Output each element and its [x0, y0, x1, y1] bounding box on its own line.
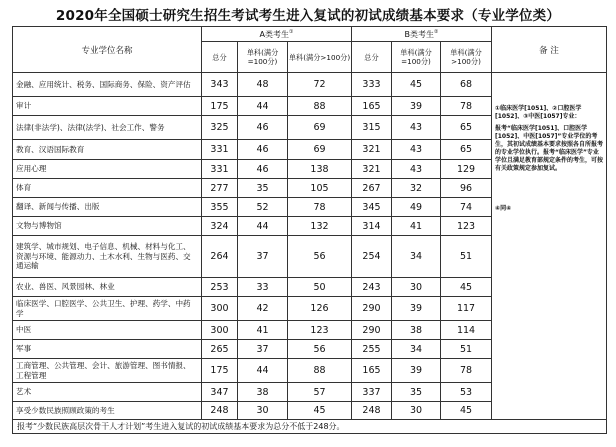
- remarks-cell: [492, 73, 607, 420]
- score-b-single-100: 30: [392, 278, 441, 297]
- score-a-total: 253: [202, 278, 238, 297]
- degree-name: 法律(非法学)、法律(法学)、社会工作、警务: [13, 116, 202, 140]
- score-a-total: 248: [202, 402, 238, 420]
- header-group-b: B类考生②: [352, 27, 492, 42]
- header-group-a: A类考生①: [202, 27, 352, 42]
- degree-name: 艺术: [13, 383, 202, 402]
- degree-name: 体育: [13, 179, 202, 198]
- score-a-single-gt100: 45: [288, 402, 352, 420]
- score-a-single-gt100: 57: [288, 383, 352, 402]
- score-a-single-100: 37: [238, 340, 288, 359]
- score-a-total: 175: [202, 97, 238, 116]
- score-a-single-100: 46: [238, 116, 288, 140]
- score-a-total: 265: [202, 340, 238, 359]
- score-b-total: 314: [352, 217, 392, 236]
- score-a-total: 300: [202, 321, 238, 340]
- footnote: 报考“少数民族高层次骨干人才计划”考生进入复试的初试成绩基本要求为总分不低于248分。: [13, 420, 607, 434]
- score-b-total: 321: [352, 160, 392, 179]
- score-a-single-gt100: 50: [288, 278, 352, 297]
- score-a-total: 331: [202, 160, 238, 179]
- header-b-single-100: 单科(满分=100分): [392, 42, 441, 73]
- score-b-single-100: 43: [392, 160, 441, 179]
- score-a-single-gt100: 132: [288, 217, 352, 236]
- score-b-total: 290: [352, 297, 392, 321]
- score-a-total: 324: [202, 217, 238, 236]
- score-b-single-gt100: 68: [441, 73, 492, 97]
- degree-name: 翻译、新闻与传播、出版: [13, 198, 202, 217]
- score-b-single-gt100: 53: [441, 383, 492, 402]
- score-a-single-100: 38: [238, 383, 288, 402]
- score-a-single-100: 41: [238, 321, 288, 340]
- score-a-total: 331: [202, 140, 238, 160]
- score-b-total: 333: [352, 73, 392, 97]
- score-a-single-100: 30: [238, 402, 288, 420]
- score-b-single-gt100: 114: [441, 321, 492, 340]
- score-b-single-gt100: 78: [441, 97, 492, 116]
- score-a-total: 264: [202, 236, 238, 278]
- page-title: 2020年全国硕士研究生招生考试考生进入复试的初试成绩基本要求（专业学位类）: [55, 8, 561, 24]
- remark-1: ①临床医学[1051]、②口腔医学[1052]、③中医[1057]专业：: [495, 105, 582, 120]
- degree-name: 工商管理、公共管理、会计、旅游管理、图书情报、工程管理: [13, 359, 202, 383]
- score-b-single-gt100: 65: [441, 116, 492, 140]
- score-b-single-100: 43: [392, 116, 441, 140]
- score-b-single-gt100: 117: [441, 297, 492, 321]
- score-b-total: 315: [352, 116, 392, 140]
- score-b-total: 337: [352, 383, 392, 402]
- table-body: [13, 73, 607, 420]
- score-a-total: 277: [202, 179, 238, 198]
- score-b-single-100: 34: [392, 340, 441, 359]
- degree-name: 建筑学、城市规划、电子信息、机械、材料与化工、资源与环境、能源动力、土木水利、生物与医药、交通运输: [13, 236, 202, 278]
- degree-name: 农业、兽医、风景园林、林业: [13, 278, 202, 297]
- score-b-total: 345: [352, 198, 392, 217]
- degree-name: 军事: [13, 340, 202, 359]
- score-b-single-100: 35: [392, 383, 441, 402]
- score-a-total: 355: [202, 198, 238, 217]
- header-a-single-100: 单科(满分=100分): [238, 42, 288, 73]
- score-a-single-gt100: 105: [288, 179, 352, 198]
- header-category: 专业学位名称: [13, 27, 202, 73]
- score-b-single-100: 41: [392, 217, 441, 236]
- score-a-single-gt100: 56: [288, 340, 352, 359]
- score-b-single-gt100: 45: [441, 402, 492, 420]
- score-a-single-100: 35: [238, 179, 288, 198]
- degree-name: 中医: [13, 321, 202, 340]
- score-b-total: 165: [352, 97, 392, 116]
- degree-name: 金融、应用统计、税务、国际商务、保险、资产评估: [13, 73, 202, 97]
- score-a-single-100: 48: [238, 73, 288, 97]
- score-b-total: 321: [352, 140, 392, 160]
- score-b-single-100: 39: [392, 297, 441, 321]
- score-b-single-gt100: 96: [441, 179, 492, 198]
- score-b-single-100: 38: [392, 321, 441, 340]
- score-b-single-gt100: 74: [441, 198, 492, 217]
- degree-name: 审计: [13, 97, 202, 116]
- score-b-single-gt100: 51: [441, 340, 492, 359]
- table-row: [13, 73, 607, 97]
- score-b-single-gt100: 123: [441, 217, 492, 236]
- header-remarks: 备 注: [492, 27, 607, 73]
- score-b-single-gt100: 78: [441, 359, 492, 383]
- score-a-single-100: 44: [238, 217, 288, 236]
- score-a-single-gt100: 69: [288, 140, 352, 160]
- score-b-single-100: 43: [392, 140, 441, 160]
- score-a-single-gt100: 78: [288, 198, 352, 217]
- score-a-total: 347: [202, 383, 238, 402]
- score-a-single-gt100: 126: [288, 297, 352, 321]
- score-a-single-gt100: 72: [288, 73, 352, 97]
- score-b-total: 290: [352, 321, 392, 340]
- header-a-single-gt100: 单科(满分>100分): [288, 42, 352, 73]
- score-a-single-100: 44: [238, 97, 288, 116]
- header-b-single-gt100: 单科(满分>100分): [441, 42, 492, 73]
- score-a-single-100: 42: [238, 297, 288, 321]
- degree-name: 教育、汉语国际教育: [13, 140, 202, 160]
- score-a-single-gt100: 123: [288, 321, 352, 340]
- score-a-single-100: 46: [238, 140, 288, 160]
- score-b-total: 165: [352, 359, 392, 383]
- score-b-total: 255: [352, 340, 392, 359]
- header-a-total: 总分: [202, 42, 238, 73]
- score-a-single-100: 52: [238, 198, 288, 217]
- score-b-total: 267: [352, 179, 392, 198]
- score-a-single-100: 44: [238, 359, 288, 383]
- score-b-single-100: 34: [392, 236, 441, 278]
- score-a-single-100: 46: [238, 160, 288, 179]
- score-b-total: 248: [352, 402, 392, 420]
- score-a-single-gt100: 69: [288, 116, 352, 140]
- score-a-total: 325: [202, 116, 238, 140]
- degree-name: 文物与博物馆: [13, 217, 202, 236]
- score-b-single-100: 49: [392, 198, 441, 217]
- header-b-total: 总分: [352, 42, 392, 73]
- score-a-single-gt100: 88: [288, 97, 352, 116]
- score-a-single-gt100: 88: [288, 359, 352, 383]
- remark-3: ④同④: [495, 205, 512, 212]
- degree-name: 应用心理: [13, 160, 202, 179]
- score-a-single-100: 33: [238, 278, 288, 297]
- degree-name: 临床医学、口腔医学、公共卫生、护理、药学、中药学: [13, 297, 202, 321]
- score-b-single-gt100: 45: [441, 278, 492, 297]
- score-a-single-100: 37: [238, 236, 288, 278]
- degree-name: 享受少数民族照顾政策的考生: [13, 402, 202, 420]
- score-b-single-gt100: 51: [441, 236, 492, 278]
- score-b-single-100: 39: [392, 359, 441, 383]
- score-b-single-100: 45: [392, 73, 441, 97]
- score-table: [12, 26, 607, 434]
- score-a-total: 343: [202, 73, 238, 97]
- score-b-single-100: 39: [392, 97, 441, 116]
- remark-2: 报考“临床医学[1051]、口腔医学[1052]、中医[1057]”专业学位的考生，其初试成绩基本要求按照各自所报考的专业学位执行。报考“临床医学”专业学位且满足教育部规定条件的考生，可按有关政策规定参加复试。: [495, 125, 604, 172]
- score-b-total: 254: [352, 236, 392, 278]
- score-b-single-100: 32: [392, 179, 441, 198]
- score-b-single-gt100: 129: [441, 160, 492, 179]
- score-a-total: 175: [202, 359, 238, 383]
- score-a-single-gt100: 138: [288, 160, 352, 179]
- score-b-single-gt100: 65: [441, 140, 492, 160]
- score-a-single-gt100: 56: [288, 236, 352, 278]
- score-b-total: 243: [352, 278, 392, 297]
- score-b-single-100: 30: [392, 402, 441, 420]
- score-a-total: 300: [202, 297, 238, 321]
